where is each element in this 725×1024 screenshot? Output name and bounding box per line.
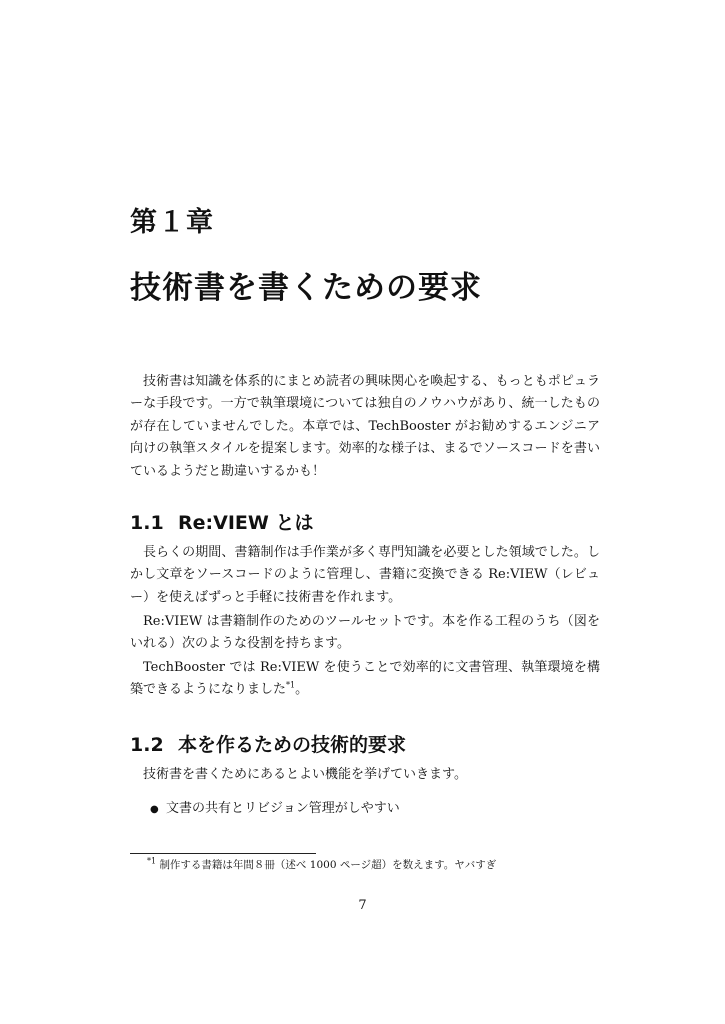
paragraph-text: TechBooster では Re:VIEW を使うことで効率的に文書管理、執筆環境を構築できるようになりました — [130, 660, 600, 698]
section-1-1-paragraph-3 — [130, 657, 600, 702]
footnote — [147, 857, 496, 873]
bullet-icon: ● — [150, 804, 159, 815]
footnote-divider — [130, 853, 316, 854]
footnote-marker: *1 — [147, 856, 157, 866]
section-title: 本を作るための技術的要求 — [178, 734, 407, 756]
paragraph-end: 。 — [295, 682, 309, 698]
section-1-1-paragraph-2: Re:VIEW は書籍制作のためのツールセットです。本を作る工程のうち（図をいれる）次のような役割を持ちます。 — [130, 614, 600, 652]
list-item-text: 文書の共有とリビジョン管理がしやすい — [166, 801, 400, 816]
footnote-reference[interactable]: *1 — [286, 681, 296, 691]
section-title: Re:VIEW とは — [178, 512, 314, 534]
section-heading-1-1 — [130, 508, 313, 535]
chapter-title: 技術書を書くための要求 — [130, 270, 482, 306]
chapter-label: 第１章 — [130, 207, 214, 238]
section-1-1-paragraph-1: 長らくの期間、書籍制作は手作業が多く専門知識を必要とした領域でした。しかし文章をソースコードのように管理し、書籍に変換できる Re:VIEW（レビュー）を使えばずっと手軽に技術書を作れます。 — [130, 545, 600, 605]
requirements-list — [150, 798, 400, 821]
section-number: 1.2 — [130, 734, 164, 756]
intro-paragraph: 技術書は知識を体系的にまとめ読者の興味関心を喚起する、もっともポピュラーな手段です。一方で執筆環境については独自のノウハウがあり、統一したものが存在していませんでした。本章では、TechBooster がお勧めするエンジニア向けの執筆スタイルを提案します。効率的な様子は、まるでソースコードを書いているようだと勘違いするかも！ — [130, 374, 600, 479]
footnote-text: 制作する書籍は年間８冊（述べ 1000 ページ超）を数えます。ヤバすぎ — [159, 859, 497, 871]
section-heading-1-2 — [130, 730, 406, 757]
page-number: 7 — [358, 898, 367, 913]
section-1-2-paragraph: 技術書を書くためにあるとよい機能を挙げていきます。 — [143, 767, 467, 782]
section-number: 1.1 — [130, 512, 164, 534]
list-item — [150, 798, 400, 821]
